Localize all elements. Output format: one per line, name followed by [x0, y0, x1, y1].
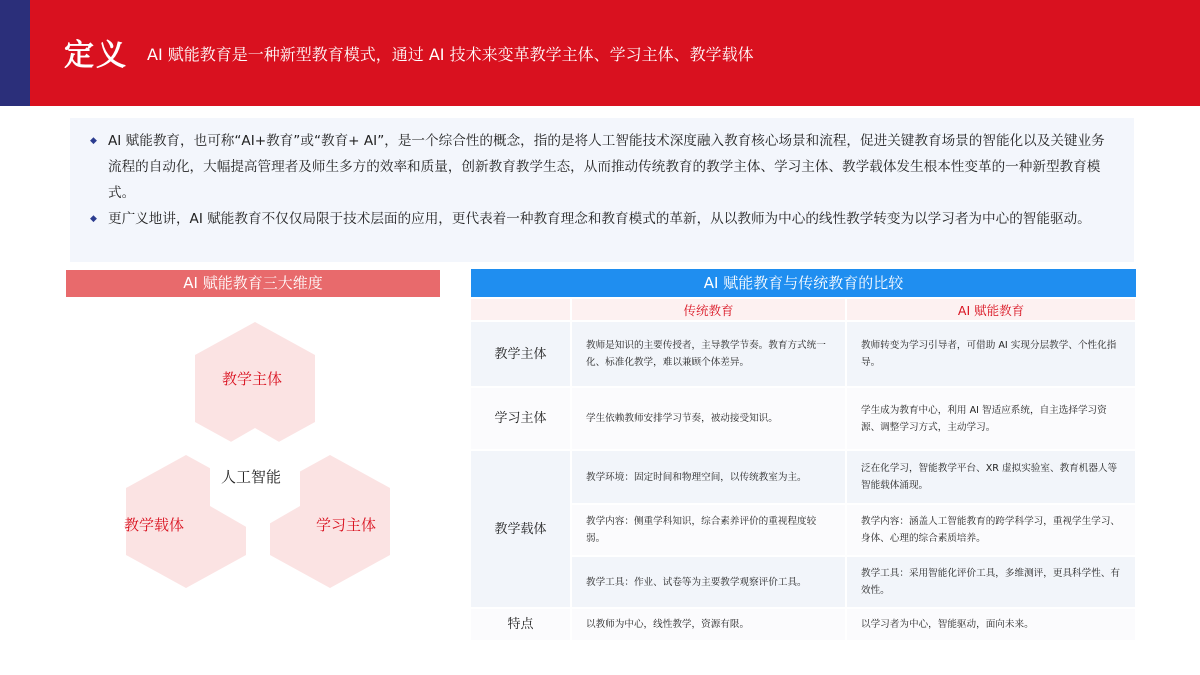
- hex-label-right: 学习主体: [316, 516, 377, 534]
- intro-box: [70, 118, 1134, 262]
- table-row: [471, 321, 1136, 387]
- diamond-bullet-icon: ◆: [90, 136, 97, 146]
- table-header-ai: AI 赋能教育: [846, 299, 1136, 321]
- cell-traditional: 教学工具：作业、试卷等为主要教学观察评价工具。: [571, 556, 846, 608]
- hex-label-left: 教学载体: [124, 516, 185, 534]
- page-subtitle: AI 赋能教育是一种新型教育模式，通过 AI 技术来变革教学主体、学习主体、教学载体: [147, 45, 754, 64]
- cell-traditional: 教学环境：固定时间和物理空间，以传统教室为主。: [571, 450, 846, 504]
- table-header-traditional: 传统教育: [571, 299, 846, 321]
- diamond-bullet-icon: ◆: [90, 214, 97, 224]
- cell-ai: 以学习者为中心，智能驱动，面向未来。: [846, 608, 1136, 640]
- table-row: [471, 608, 1136, 640]
- row-head: 学习主体: [471, 387, 571, 450]
- cell-traditional: 以教师为中心，线性教学，资源有限。: [571, 608, 846, 640]
- cell-ai: 教学内容：涵盖人工智能教育的跨学科学习，重视学生学习、身体、心理的综合素质培养。: [846, 504, 1136, 556]
- cell-traditional: 教师是知识的主要传授者，主导教学节奏。教育方式统一化、标准化教学，难以兼顾个体差异。: [571, 321, 846, 387]
- comparison-title-bar: AI 赋能教育与传统教育的比较: [471, 269, 1136, 297]
- hex-diagram-svg: [110, 318, 400, 598]
- table-row: [471, 387, 1136, 450]
- intro-bullet: [90, 206, 1114, 232]
- row-head: 教学主体: [471, 321, 571, 387]
- row-head: 教学载体: [471, 450, 571, 608]
- dimensions-title-bar: AI 赋能教育三大维度: [66, 270, 440, 297]
- intro-bullet-text: 更广义地讲，AI 赋能教育不仅仅局限于技术层面的应用，更代表着一种教育理念和教育模式的革新，从以教师为中心的线性教学转变为以学习者为中心的智能驱动。: [108, 211, 1091, 227]
- intro-bullet: [90, 128, 1114, 206]
- cell-ai: 教师转变为学习引导者，可借助 AI 实现分层教学、个性化指导。: [846, 321, 1136, 387]
- comparison-table: [471, 299, 1137, 640]
- cell-ai: 教学工具：采用智能化评价工具，多维测评，更具科学性、有效性。: [846, 556, 1136, 608]
- page-title: 定义: [64, 38, 128, 73]
- cell-ai: 泛在化学习，智能教学平台、XR 虚拟实验室、教育机器人等智能载体涌现。: [846, 450, 1136, 504]
- header-accent-stripe: [0, 0, 30, 106]
- dimensions-hex-diagram: [110, 318, 400, 598]
- table-header-blank: [471, 299, 571, 321]
- table-row: [471, 556, 1136, 608]
- hex-label-top: 教学主体: [222, 370, 283, 388]
- hex-label-center: 人工智能: [221, 468, 282, 486]
- cell-ai: 学生成为教育中心，利用 AI 智适应系统，自主选择学习资源、调整学习方式，主动学习。: [846, 387, 1136, 450]
- table-row: [471, 504, 1136, 556]
- table-header-row: [471, 299, 1136, 321]
- cell-traditional: 教学内容：侧重学科知识，综合素养评价的重视程度较弱。: [571, 504, 846, 556]
- cell-traditional: 学生依赖教师安排学习节奏，被动接受知识。: [571, 387, 846, 450]
- intro-bullet-text: AI 赋能教育，也可称“AI+教育”或“教育+ AI”，是一个综合性的概念，指的是将人工智能技术深度融入教育核心场景和流程，促进关键教育场景的智能化以及关键业务流程的自动化，大幅提高管理者及师生多方的效率和质量，创新教育教学生态，从而推动传统教育的教学主体、学习主体、教学载体发生根本性变革的一种新型教育模式。: [108, 133, 1105, 201]
- table-row: [471, 450, 1136, 504]
- row-head: 特点: [471, 608, 571, 640]
- header-banner: [0, 0, 1200, 106]
